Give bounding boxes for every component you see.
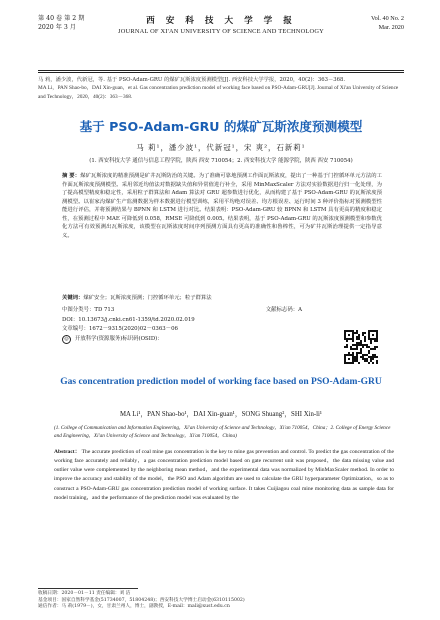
citation-en: MA Li，PAN Shao-bo，DAI Xin-guan，et al. Gas concentration prediction model of working face based on PSO-Adam-GRU[J]. Journal of Xi'an University of Science and Technology，2020，40(2)：363－368. [38,85,399,100]
qr-module [376,340,378,342]
qr-module [346,340,348,342]
qr-module [364,332,366,334]
footnote-rule [38,588,138,589]
qr-module [374,348,376,350]
header-rule-thin [38,72,404,73]
affiliation-cn: (1. 西安科技大学 通信与信息工程学院，陕西 西安 710054；2. 西安科技大学 能源学院，陕西 西安 710054) [89,158,353,164]
header-date-en: Mar. 2020 [378,24,404,31]
qr-module [348,334,350,336]
qr-module [358,362,360,364]
footnote [38,591,404,611]
citation-cn: 马 莉，潘少波，代新冠，等. 基于 PSO-Adam-GRU 的煤矿瓦斯浓度预测模型[J]. 西安科技大学学报，2020，40(2)：363－368. [38,77,346,83]
article-title-cn: 基于 PSO-Adam-GRU 的煤矿瓦斯浓度预测模型 [79,119,363,134]
abstract-cn [62,172,382,240]
article-number: 文章编号：1672－9315(2020)02－0363－06 [62,326,178,332]
affiliation-en: (1. College of Communication and Information Engineering，Xi'an University of Science and Technology，Xi'an 710054，China；2. College of Energy Science and Engineering，Xi'an University of Science and Technology，Xi'an 710054，China) [54,425,391,439]
authors-en: MA Li¹，PAN Shao-bo¹，DAI Xin-guan¹，SONG Shuang²，SHI Xin-li¹ [120,411,322,418]
oa-identifier [62,335,302,345]
qr-module [352,340,354,342]
qr-module [356,348,358,350]
article-meta [62,306,302,344]
authors-cn: 马 莉¹，潘少波¹，代新冠¹，宋 爽²，石新莉¹ [136,143,306,152]
doi: DOI：10.13673/j.cnki.cn61-1359/td.2020.02.019 [62,316,195,323]
footnote-received: 收稿日期：2020－01－11 责任编辑：刘 洁 [38,591,131,596]
qr-module [368,362,370,364]
header-volume-issue: 第 40 卷 第 2 期 [38,15,85,22]
qr-module [362,346,364,348]
abstract-en [54,448,394,503]
citation-block [38,76,404,101]
abstract-cn-label: 摘 要： [62,173,81,179]
qr-module [346,346,348,348]
abstract-en-label: Abstract： [54,449,81,455]
meta-row-1 [62,306,302,316]
header-volume-issue-en: Vol. 40 No. 2 [370,15,404,22]
journal-name [118,14,324,35]
qr-module [368,352,370,354]
qr-code[interactable] [344,330,378,364]
document-code: 文献标志码：A [265,307,302,313]
article-title-en: Gas concentration prediction model of working face based on PSO-Adam-GRU [60,377,382,387]
header-rule [38,70,404,71]
running-header [38,14,404,52]
qr-module [376,346,378,348]
qr-module [372,334,374,336]
qr-module [364,340,366,342]
qr-module [376,362,378,364]
abstract-en-text: The accurate prediction of coal mine gas concentration is the key to mine gas prevention and control. To predict the gas concentration of the working face accurately and reliably，a gas concentration prediction model based on gate recurrent unit was proposed，the data missing value and outlier value were complemented by the neighboring mean method，and the experimental data was normalized by MinMaxScaler method. In order to improve the accuracy and stability of the model，the PSO and Adam algorithm are used to calculate the GRU hyperparameter Optimization，so as to construct a PSO-Adam-GRU gas concentration prediction model of working surface. It takes Cuijiagou coal mine monitoring data as sample data for model training，and the performance of the prediction model was evaluated by the [54,449,394,501]
journal-name-cn: 西 安 科 技 大 学 学 报 [146,16,296,26]
footnote-author: 通信作者：马 莉(1979－)，女，甘肃兰州人，博士，副教授，E-mail：mali@xust.edu.cn [38,604,230,610]
footnote-fund: 基金项目：国家自然科学基金(51734007，51804248)；西安科技大学博士启动金(6310115002) [38,597,245,603]
keywords-cn [62,294,382,303]
qr-module [372,358,374,360]
open-access-icon: ◎ [62,335,71,344]
clc-number: 中图分类号：TD 713 [62,307,115,313]
qr-module [370,342,372,344]
qr-module [372,362,374,364]
keywords-cn-text: 煤矿安全；瓦斯浓度预测；门控循环单元；粒子群算法 [83,295,212,301]
keywords-cn-label: 关键词： [62,295,84,301]
abstract-cn-text: 煤矿瓦斯浓度的精准预测是矿井瓦斯防治的关键。为了准确可靠地预测工作面瓦斯浓度，提出了一种基于门控循环单元方法的工作面瓦斯浓度预测模型。采用邻近均值法对数据缺失值和异常值进行补全，采用 MinMaxScaler 方法对实验数据进行归一化处理，为了提高模型精度和稳定性，采用粒子群算法和 Adam 算法对 GRU 超参数进行优化，从而构建了基于 PSO-Adam-GRU 的瓦斯浓度预测模型。以崔家沟煤矿生产监测数据为样本数据进行模型训练，采用平均绝对误差、均方根误差、运行时间 3 种评价指标对预测模型性能进行评估，并将预测结果与 BPNN 和 LSTM 进行对比。结果表明：PSO-Adam-GRU 较 BPNN 和 LSTM 具有更高的精度和稳定性，在预测过程中 MAE 可降低到 0.058，RMSE 可降低到 0.005。结果表明，基于 PSO-Adam-GRU 的瓦斯浓度预测模型和参数优化方法可有效预测出瓦斯浓度，该模型在瓦斯浓度时间序列预测方面具有更高的准确性和鲁棒性，可为矿井瓦斯治理提供一定指导意义。 [62,173,382,239]
qr-module [376,356,378,358]
oa-label: 开放科学(资源服务)标识码(OSID)： [75,335,163,342]
header-date: 2020 年 3 月 [38,24,76,31]
qr-module [348,358,350,360]
journal-name-en: JOURNAL OF XI'AN UNIVERSITY OF SCIENCE AND TECHNOLOGY [118,28,324,35]
qr-module [352,362,354,364]
header-volume-info-en [371,14,404,32]
header-volume-info [38,14,84,32]
